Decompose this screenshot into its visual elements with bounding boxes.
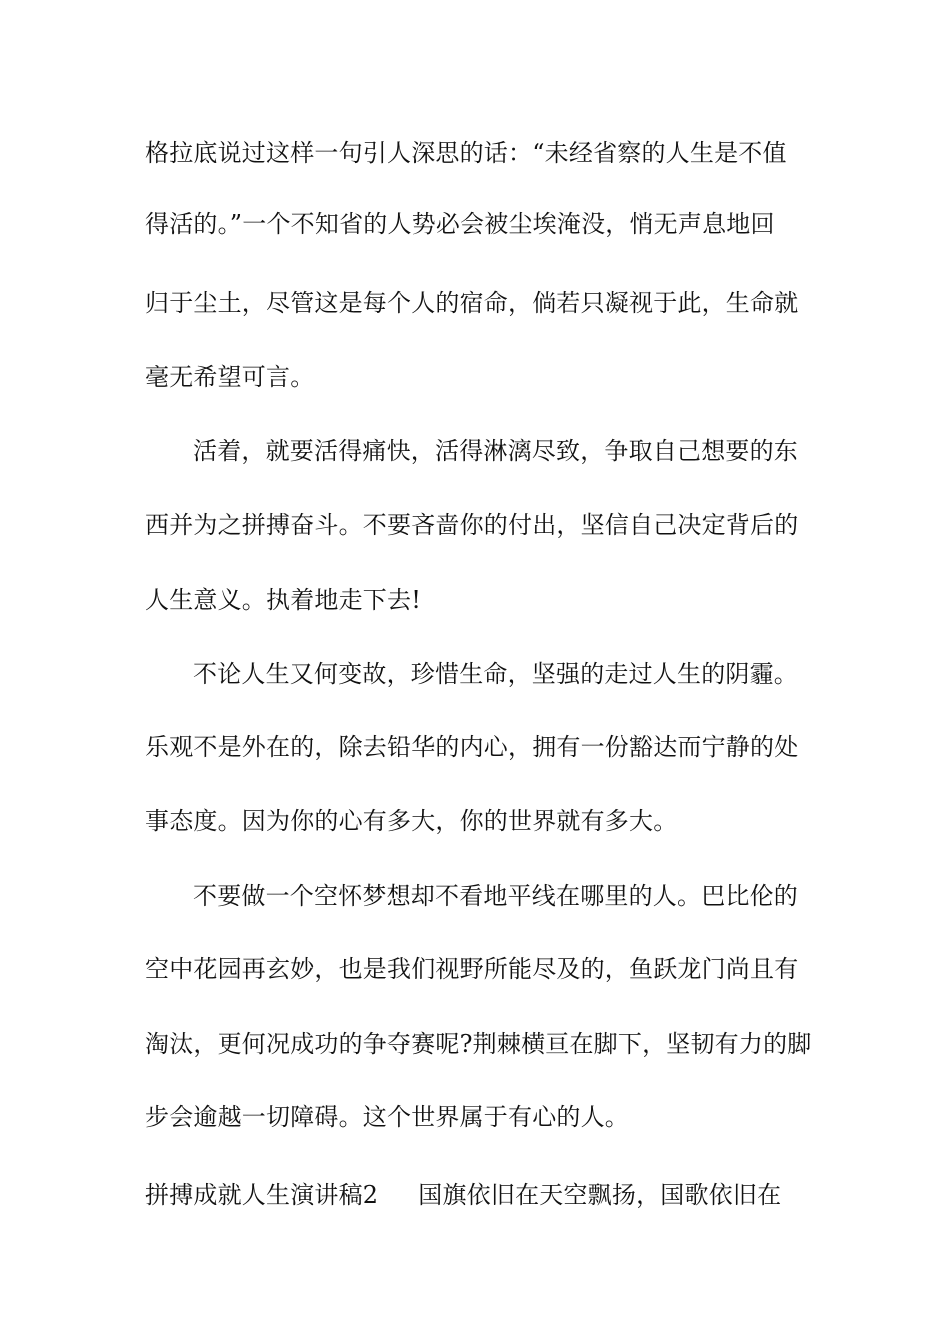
paragraph-line: 空中花园再玄妙，也是我们视野所能尽及的，鱼跃龙门尚且有 (145, 955, 799, 983)
paragraph-line: 活着，就要活得痛快，活得淋漓尽致，争取自己想要的东 (193, 437, 798, 465)
paragraph-line: 不要做一个空怀梦想却不看地平线在哪里的人。巴比伦的 (193, 882, 798, 910)
paragraph-line: 得活的。”一个不知省的人势必会被尘埃淹没，悄无声息地回 (145, 210, 775, 238)
section-text: 国旗依旧在天空飘扬，国歌依旧在 (418, 1181, 782, 1209)
paragraph-line: 毫无希望可言。 (145, 363, 315, 391)
paragraph-line: 事态度。因为你的心有多大，你的世界就有多大。 (145, 807, 678, 835)
section-title: 拼搏成就人生演讲稿2 (145, 1181, 379, 1209)
paragraph-line: 西并为之拼搏奋斗。不要吝啬你的付出，坚信自己决定背后的 (145, 511, 799, 539)
next-section-line (145, 1175, 815, 1215)
paragraph-line: 不论人生又何变故，珍惜生命，坚强的走过人生的阴霾。 (193, 660, 798, 688)
paragraph-line: 乐观不是外在的，除去铅华的内心，拥有一份豁达而宁静的处 (145, 733, 799, 761)
paragraph-line: 步会逾越一切障碍。这个世界属于有心的人。 (145, 1103, 629, 1131)
paragraph-line: 淘汰，更何况成功的争夺赛呢?荆棘横亘在脚下，坚韧有力的脚 (145, 1030, 812, 1058)
paragraph-line: 格拉底说过这样一句引人深思的话：“未经省察的人生是不值 (145, 139, 787, 167)
paragraph-line: 归于尘土，尽管这是每个人的宿命，倘若只凝视于此，生命就 (145, 289, 799, 317)
paragraph-line: 人生意义。执着地走下去! (145, 586, 422, 614)
